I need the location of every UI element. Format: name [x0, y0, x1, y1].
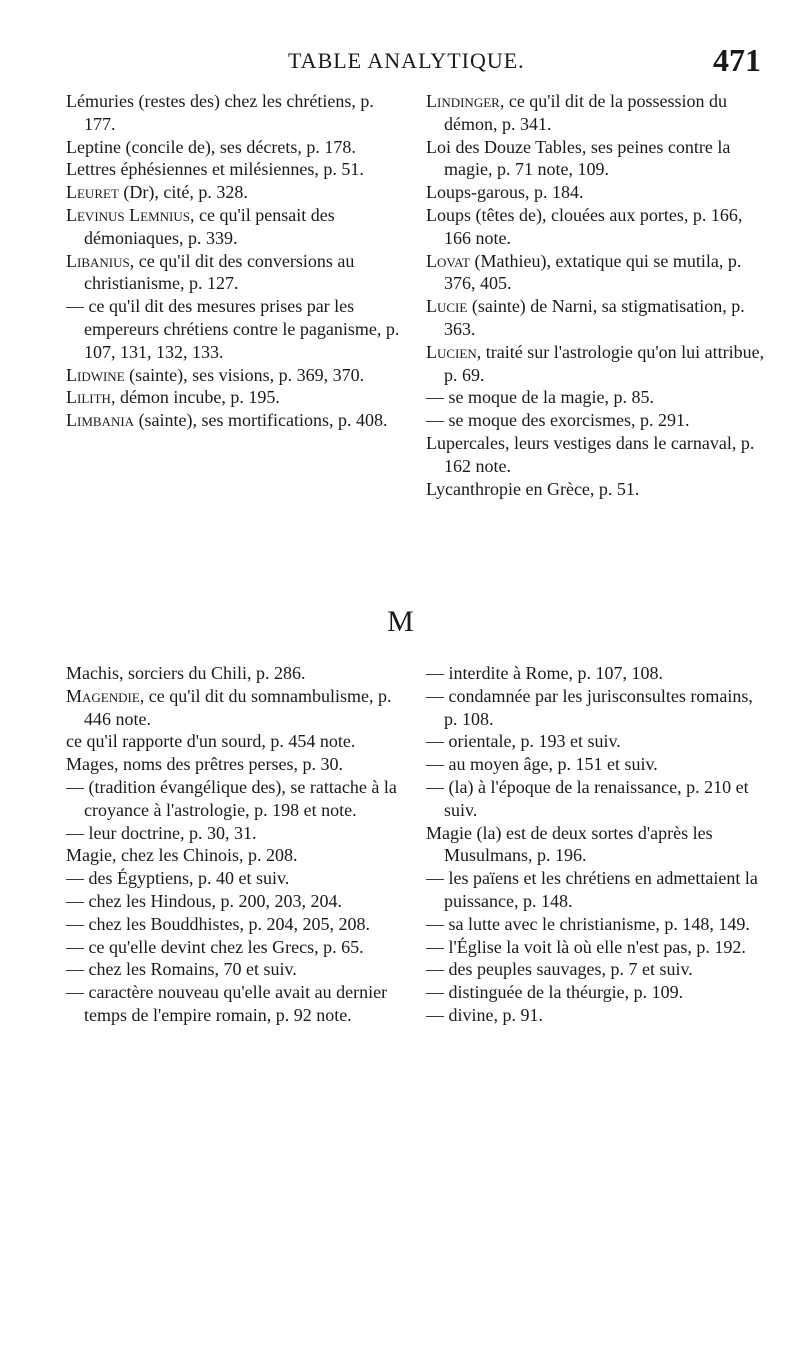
index-entry: [426, 776, 766, 822]
entry-text: Loups-garous, p. 184.: [426, 182, 584, 203]
index-entry: [66, 204, 406, 250]
index-entry: [426, 409, 766, 432]
index-entry: [66, 158, 406, 181]
entry-headword: Magendie: [66, 685, 140, 706]
index-entry: [66, 386, 406, 409]
entry-text: — caractère nouveau qu'elle avait au dernier temps de l'empire romain, p. 92 note.: [66, 982, 388, 1025]
index-entry: [66, 958, 406, 981]
index-entry: [66, 753, 406, 776]
entry-text: , ce qu'il dit de la possession du démon, p. 341.: [444, 91, 728, 134]
left-column: [66, 662, 406, 1027]
entry-text: Mages, noms des prêtres perses, p. 30.: [66, 754, 343, 775]
entry-headword: Lilith: [66, 387, 111, 408]
entry-text: , ce qu'il dit du somnambulisme, p. 446 note.: [84, 685, 392, 729]
entry-text: Machis, sorciers du Chili, p. 286.: [66, 663, 306, 683]
index-entry: [66, 90, 406, 136]
entry-text: — ce qu'elle devint chez les Grecs, p. 65.: [66, 936, 364, 957]
entry-text: — interdite à Rome, p. 107, 108.: [426, 663, 663, 683]
index-entry: [66, 409, 406, 432]
index-entry: [66, 364, 406, 387]
entry-text: (Mathieu), extatique qui se mutila, p. 376, 405.: [444, 250, 742, 294]
section-letter: M: [387, 605, 414, 638]
index-entry: [426, 1004, 766, 1027]
page-header: [0, 42, 801, 88]
entry-text: , ce qu'il pensait des démoniaques, p. 339.: [84, 204, 335, 248]
entry-text: Lupercales, leurs vestiges dans le carnaval, p. 162 note.: [426, 432, 755, 476]
entry-text: — chez les Hindous, p. 200, 203, 204.: [66, 890, 342, 911]
entry-text: — (la) à l'époque de la renaissance, p. 210 et suiv.: [426, 776, 749, 820]
section-m-entries: [66, 662, 766, 1027]
entry-text: Loi des Douze Tables, ses peines contre la magie, p. 71 note, 109.: [426, 136, 731, 180]
index-entry: [66, 662, 406, 685]
index-entry: [66, 890, 406, 913]
index-entry: [426, 685, 766, 731]
index-entry: [66, 936, 406, 959]
entry-text: — leur doctrine, p. 30, 31.: [66, 822, 257, 843]
index-entry: [426, 730, 766, 753]
index-entry: [426, 867, 766, 913]
index-entry: [66, 730, 406, 753]
entry-text: Lémuries (restes des) chez les chrétiens, p. 177.: [66, 91, 374, 134]
entry-text: — des Égyptiens, p. 40 et suiv.: [66, 868, 290, 889]
entry-text: Loups (têtes de), clouées aux portes, p. 166, 166 note.: [426, 204, 743, 248]
entry-headword: Libanius: [66, 250, 130, 271]
index-entry: [426, 250, 766, 296]
entry-headword: Lidwine: [66, 364, 125, 385]
index-entry: [426, 478, 766, 501]
entry-headword: Lucien: [426, 341, 477, 362]
index-entry: [66, 867, 406, 890]
entry-text: — se moque des exorcismes, p. 291.: [426, 410, 690, 431]
entry-text: — condamnée par les jurisconsultes romains, p. 108.: [426, 685, 753, 729]
entry-headword: Lucie: [426, 296, 468, 317]
entry-headword: Leuret: [66, 182, 119, 203]
entry-text: Leptine (concile de), ses décrets, p. 178.: [66, 136, 356, 157]
index-entry: [66, 981, 406, 1027]
index-entry: [426, 662, 766, 685]
entry-text: — ce qu'il dit des mesures prises par les empereurs chrétiens contre le paganisme, p. 107, 131, 132, 133.: [66, 296, 400, 362]
entry-text: — au moyen âge, p. 151 et suiv.: [426, 754, 658, 775]
index-entry: [426, 136, 766, 182]
entry-headword: Lovat: [426, 250, 470, 271]
index-entry: [66, 844, 406, 867]
index-entry: [66, 181, 406, 204]
entry-text: , ce qu'il dit des conversions au christianisme, p. 127.: [84, 250, 355, 294]
entry-text: ce qu'il rapporte d'un sourd, p. 454 note.: [66, 731, 356, 752]
right-column: [426, 662, 766, 1027]
running-title: TABLE ANALYTIQUE.: [288, 48, 525, 73]
index-entry: [66, 913, 406, 936]
entry-headword: Levinus Lemnius: [66, 204, 190, 225]
entry-text: (sainte), ses mortifications, p. 408.: [134, 410, 388, 431]
entry-text: Magie, chez les Chinois, p. 208.: [66, 845, 298, 866]
index-entry: [66, 685, 406, 731]
index-entry: [426, 341, 766, 387]
page-number: 471: [713, 42, 761, 78]
right-column: [426, 90, 766, 500]
entry-text: — chez les Bouddhistes, p. 204, 205, 208.: [66, 913, 370, 934]
index-entry: [426, 958, 766, 981]
entry-text: — (tradition évangélique des), se rattache à la croyance à l'astrologie, p. 198 et note.: [66, 776, 397, 820]
index-entry: [426, 181, 766, 204]
entry-headword: Limbania: [66, 410, 135, 431]
entry-text: (sainte), ses visions, p. 369, 370.: [124, 364, 365, 385]
entry-text: , démon incube, p. 195.: [110, 387, 280, 408]
index-entry: [66, 776, 406, 822]
entry-text: — sa lutte avec le christianisme, p. 148, 149.: [426, 913, 750, 934]
entry-text: , traité sur l'astrologie qu'on lui attribue, p. 69.: [444, 341, 765, 385]
index-entry: [66, 295, 406, 363]
index-entry: [66, 822, 406, 845]
entry-headword: Lindinger: [426, 91, 500, 111]
section-l-entries: [66, 90, 766, 500]
entry-text: — les païens et les chrétiens en admettaient la puissance, p. 148.: [426, 868, 758, 911]
index-entry: [66, 136, 406, 159]
index-entry: [426, 822, 766, 868]
index-entry: [426, 981, 766, 1004]
entry-text: (Dr), cité, p. 328.: [118, 182, 248, 203]
index-entry: [426, 913, 766, 936]
entry-text: — divine, p. 91.: [426, 1004, 543, 1025]
entry-text: — des peuples sauvages, p. 7 et suiv.: [426, 959, 693, 980]
index-entry: [426, 753, 766, 776]
left-column: [66, 90, 406, 500]
entry-text: — chez les Romains, 70 et suiv.: [66, 959, 297, 980]
entry-text: (sainte) de Narni, sa stigmatisation, p. 363.: [444, 296, 745, 339]
entry-text: — se moque de la magie, p. 85.: [426, 387, 654, 408]
index-entry: [426, 432, 766, 478]
entry-text: Lettres éphésiennes et milésiennes, p. 51.: [66, 159, 364, 180]
index-entry: [426, 90, 766, 136]
entry-text: Lycanthropie en Grèce, p. 51.: [426, 478, 640, 499]
index-entry: [426, 386, 766, 409]
index-entry: [426, 936, 766, 959]
entry-text: — distinguée de la théurgie, p. 109.: [426, 982, 684, 1003]
entry-text: — l'Église la voit là où elle n'est pas, p. 192.: [426, 936, 746, 957]
entry-text: — orientale, p. 193 et suiv.: [426, 731, 621, 752]
index-entry: [66, 250, 406, 296]
index-entry: [426, 204, 766, 250]
index-entry: [426, 295, 766, 341]
entry-text: Magie (la) est de deux sortes d'après les Musulmans, p. 196.: [426, 822, 713, 866]
